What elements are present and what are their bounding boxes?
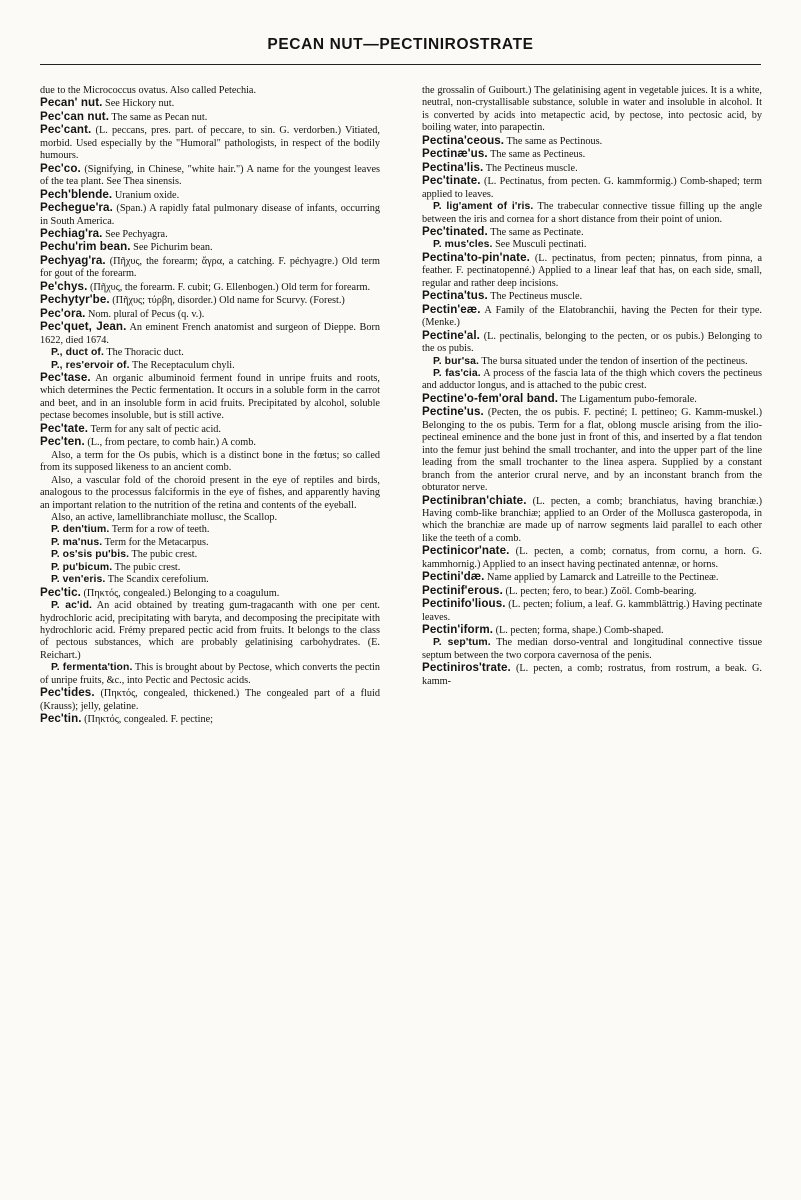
entry-headword: P. sep'tum. <box>433 637 491 649</box>
dictionary-entry <box>422 290 762 303</box>
entry-headword: Pectinibran'chiate. <box>422 493 527 507</box>
entry-definition: The same as Pectinate. <box>487 226 584 238</box>
dictionary-entry <box>40 97 380 110</box>
entry-definition: (L., from pectare, to comb hair.) A comb. <box>84 437 256 449</box>
entry-headword: Pec'co. <box>40 161 81 175</box>
dictionary-entry <box>40 450 380 475</box>
entry-definition: Uranium oxide. <box>112 189 180 201</box>
dictionary-entry <box>422 624 762 637</box>
entry-headword: Pechu'rim bean. <box>40 240 131 254</box>
entry-headword: Pectine'o-fem'oral band. <box>422 391 559 405</box>
entry-headword: Pectina'lis. <box>422 160 484 174</box>
entry-definition: (L. pecten; forma, shape.) Comb-shaped. <box>493 625 664 637</box>
entry-definition: the grossalin of Guibourt.) The gelatinising agent in vegetable juices. It is a white, neutral, non-crystallisable substance, soluble in water and insoluble in alcohol. It is converted by acids into metapectic acid, by pectose, into pectosic acid, by boiling water, into parapectin. <box>422 85 762 134</box>
dictionary-entry <box>422 175 762 201</box>
dictionary-entry <box>422 585 762 598</box>
entry-headword: Pechytyr'be. <box>40 293 110 307</box>
header-rule <box>40 64 761 65</box>
dictionary-entry <box>422 226 762 239</box>
dictionary-entry <box>422 162 762 175</box>
dictionary-entry <box>40 475 380 512</box>
entry-headword: P. pu'bicum. <box>51 561 113 573</box>
entry-definition: The trabecular connective tissue filling up the angle between the iris and cornea for a short distance from their point of union. <box>422 201 762 225</box>
entry-headword: Pectina'to-pin'nate. <box>422 250 531 264</box>
entry-headword: P. ma'nus. <box>51 536 103 548</box>
entry-headword: Pectin'iform. <box>422 623 494 637</box>
entry-definition: See Pechyagra. <box>102 228 168 240</box>
entry-definition: (L. pecten, a comb; branchiatus, having branchiæ.) Having comb-like branchiæ; applied to an Order of the Mollusca gasteropoda, in which the branchiæ are made up of narrow segments laid parallel to each other like the teeth of a comb. <box>422 495 762 544</box>
entry-definition: (Πηκτός, congealed.) Belonging to a coagulum. <box>80 587 280 599</box>
dictionary-entry <box>40 241 380 254</box>
entry-headword: Pec'cant. <box>40 123 92 137</box>
entry-definition: (L. pectinatus, from pecten; pinnatus, from pinna, a feather. F. pectinatopenné.) Applied to a linear leaf that has, on each side, small, regular and rather deep incisions. <box>422 252 762 289</box>
entry-headword: Pecan' nut. <box>40 96 103 110</box>
dictionary-entry <box>40 111 380 124</box>
entry-headword: P. fermenta'tion. <box>51 662 133 674</box>
entry-definition: (L. pecten; fero, to bear.) Zoöl. Comb-bearing. <box>502 585 697 597</box>
entry-definition: (Πῆχυς, the forearm; ἄγρα, a catching. F. péchyagre.) Old term for gout of the forearm. <box>40 255 380 280</box>
dictionary-entry <box>40 308 380 321</box>
entry-headword: P. lig'ament of i'ris. <box>433 201 534 213</box>
entry-headword: Pectin'eæ. <box>422 302 481 316</box>
entry-definition: Also, a term for the Os pubis, which is a distinct bone in the fœtus; so called from its supposed likeness to an ancient comb. <box>40 449 380 474</box>
entry-definition: A process of the fascia lata of the thigh which covers the pectineus and adductor longus, and is attached to the pubic crest. <box>422 367 762 392</box>
entry-headword: P. den'tium. <box>51 524 110 536</box>
entry-headword: Pectiniros'trate. <box>422 661 511 675</box>
dictionary-entry <box>422 571 762 584</box>
entry-definition: This is brought about by Pectose, which converts the pectin of unripe fruits, &c., into Pectic and Pectosic acids. <box>40 662 380 686</box>
entry-headword: Pe'chys. <box>40 279 88 293</box>
entry-headword: Pectinæ'us. <box>422 147 488 161</box>
dictionary-entry <box>40 228 380 241</box>
entry-headword: Pechegue'ra. <box>40 201 113 215</box>
entry-definition: Term for any salt of pectic acid. <box>88 423 221 435</box>
left-column <box>40 85 380 1190</box>
running-header: PECAN NUT—PECTINIROSTRATE <box>267 36 534 53</box>
entry-definition: The Pectineus muscle. <box>487 291 583 303</box>
entry-definition: An acid obtained by treating gum-tragacanth with one per cent. hydrochloric acid, precipitating with baryta, and decomposing the precipitate with hydrochloric acid. Frémy prepared pectic acid from fruits. It belongs to the class of pectous substances, which are probably gelatinising carbohydrates. (E. Reichart.) <box>40 600 380 661</box>
entry-headword: P. ven'eris. <box>51 574 106 586</box>
entry-headword: Pectina'tus. <box>422 289 488 303</box>
dictionary-entry <box>40 562 380 574</box>
entry-headword: Pectina'ceous. <box>422 133 505 147</box>
dictionary-entry <box>422 637 762 662</box>
dictionary-entry <box>40 281 380 294</box>
dictionary-entry <box>40 512 380 524</box>
dictionary-entry <box>422 598 762 624</box>
entry-definition: See Pichurim bean. <box>130 242 213 254</box>
entry-definition: The same as Pectineus. <box>487 149 586 161</box>
dictionary-entry <box>40 372 380 423</box>
entry-definition: (L. pecten; folium, a leaf. G. kammblättrig.) Having pectinate leaves. <box>422 599 762 623</box>
entry-headword: Pectini'dæ. <box>422 570 485 584</box>
entry-definition: A Family of the Elatobranchii, having the Pecten for their type. (Menke.) <box>422 304 762 329</box>
entry-headword: P. ac'id. <box>51 600 93 612</box>
dictionary-entry <box>40 294 380 307</box>
entry-definition: (L. pecten, a comb; rostratus, from rostrum, a beak. G. kamm- <box>422 663 762 687</box>
dictionary-entry <box>40 662 380 687</box>
entry-headword: Pec'ten. <box>40 435 85 449</box>
dictionary-entry <box>422 135 762 148</box>
entry-definition: (Pecten, the os pubis. F. pectiné; I. pettineo; G. Kamm-muskel.) Belonging to the os pubis. Term for a flat, oblong muscle arising from the ilio-pectineal eminence and the bone just in front of this, and inserted by a flat tendon into the femur just behind the small trochanter, and into the upper part of the line leading from the small trochanter to the linea aspera. Supplied by a constant branch from the anterior crural nerve, and by an inconstant branch from the obturator nerve. <box>422 407 762 494</box>
entry-headword: Pec'tin. <box>40 712 82 726</box>
entry-definition: (L. Pectinatus, from pecten. G. kammformig.) Comb-shaped; term applied to leaves. <box>422 176 762 200</box>
entry-headword: Pec'tase. <box>40 370 91 384</box>
entry-definition: (L. pectinalis, belonging to the pecten, or os pubis.) Belonging to the os pubis. <box>422 330 762 355</box>
entry-headword: Pec'tides. <box>40 686 95 700</box>
dictionary-entry <box>40 124 380 162</box>
entry-definition: See Hickory nut. <box>102 98 175 110</box>
entry-definition: (L. peccans, pres. part. of peccare, to sin. G. verdorben.) Vitiated, morbid. Used especially by the "Humoral" pathologists, in respect of the bodily humours. <box>40 125 380 162</box>
entry-headword: P. os'sis pu'bis. <box>51 549 130 561</box>
dictionary-entry <box>40 574 380 586</box>
entry-definition: Also, an active, lamellibranchiate mollusc, the Scallop. <box>51 511 278 523</box>
entry-definition: The Thoracic duct. <box>103 347 184 359</box>
entry-definition: The Receptaculum chyli. <box>129 359 235 371</box>
dictionary-entry <box>40 600 380 662</box>
dictionary-entry <box>422 495 762 546</box>
entry-definition: The Ligamentum pubo-femorale. <box>558 393 697 405</box>
dictionary-entry <box>422 330 762 356</box>
entry-definition: (Πηκτός, congealed. F. pectine; <box>81 714 214 726</box>
entry-headword: Pectine'us. <box>422 405 484 419</box>
dictionary-entry <box>40 549 380 561</box>
entry-definition: Also, a vascular fold of the choroid present in the eye of reptiles and birds, analogous to the processus falciformis in the eye of fishes, and apparently having an important relation to the nutrition of the retina and contents of the eyeball. <box>40 474 380 511</box>
entry-headword: P. mus'cles. <box>433 239 493 251</box>
dictionary-entry <box>422 545 762 571</box>
dictionary-entry <box>422 85 762 135</box>
dictionary-entry <box>40 255 380 281</box>
dictionary-entry <box>40 687 380 713</box>
entry-headword: Pechiag'ra. <box>40 226 103 240</box>
entry-definition: The pubic crest. <box>129 549 198 561</box>
entry-definition: (Signifying, in Chinese, "white hair.") A name for the youngest leaves of the tea plant. See Thea sinensis. <box>40 163 380 188</box>
entry-headword: Pechyag'ra. <box>40 253 106 267</box>
entry-headword: P. fas'cia. <box>433 367 481 379</box>
entry-definition: An organic albuminoid ferment found in unripe fruits and roots, which determines the Pectic fermentation. It occurs in a soluble form in the carrot and beet, and in an insoluble form in acid fruits. Precipitated by alcohol, soluble pectase becomes insoluble, but is still active. <box>40 372 380 422</box>
entry-definition: The same as Pecan nut. <box>109 111 208 123</box>
dictionary-entry <box>422 662 762 688</box>
entry-headword: Pech'blende. <box>40 187 113 201</box>
dictionary-entry <box>422 393 762 406</box>
dictionary-entry <box>422 356 762 368</box>
entry-definition: Term for the Metacarpus. <box>102 536 209 548</box>
entry-headword: Pectinicor'nate. <box>422 544 510 558</box>
dictionary-entry <box>422 406 762 494</box>
entry-definition: (Πῆχυς, the forearm. F. cubit; G. Ellenbogen.) Old term for forearm. <box>87 281 371 293</box>
right-column <box>422 85 762 1190</box>
dictionary-entry <box>40 163 380 189</box>
entry-headword: Pec'tate. <box>40 421 89 435</box>
dictionary-entry <box>40 202 380 228</box>
entry-definition: due to the Micrococcus ovatus. Also called Petechia. <box>40 85 257 96</box>
dictionary-entry <box>40 524 380 536</box>
entry-definition: (Πῆχυς; τύρβη, disorder.) Old name for Scurvy. (Forest.) <box>109 295 345 307</box>
dictionary-entry <box>40 347 380 359</box>
entry-definition: The median dorso-ventral and longitudinal connective tissue septum between the two corpora cavernosa of the penis. <box>422 637 762 661</box>
dictionary-entry <box>40 360 380 372</box>
dictionary-entry <box>40 587 380 600</box>
entry-definition: The Pectineus muscle. <box>483 162 578 174</box>
entry-headword: P., res'ervoir of. <box>51 359 130 371</box>
dictionary-entry <box>40 713 380 726</box>
entry-definition: The Scandix cerefolium. <box>105 574 209 586</box>
entry-headword: P. bur'sa. <box>433 355 480 367</box>
entry-headword: Pec'quet, Jean. <box>40 320 127 334</box>
dictionary-entry <box>422 304 762 330</box>
entry-definition: (L. pecten, a comb; cornatus, from cornu, a horn. G. kammhornig.) Applied to an insect having pectinated antennæ, or horns. <box>422 546 762 570</box>
entry-definition: An eminent French anatomist and surgeon of Dieppe. Born 1622, died 1674. <box>40 322 380 346</box>
entry-definition: The bursa situated under the tendon of insertion of the pectineus. <box>479 355 748 367</box>
entry-definition: The same as Pectinous. <box>504 135 603 147</box>
dictionary-entry <box>40 423 380 436</box>
entry-headword: Pec'tic. <box>40 585 81 599</box>
dictionary-entry <box>422 252 762 290</box>
entry-definition: (Πηκτός, congealed, thickened.) The congealed part of a fluid (Krauss); jelly, gelatine. <box>40 688 380 712</box>
entry-headword: Pectinifo'lious. <box>422 597 506 611</box>
entry-definition: Name applied by Lamarck and Latreille to the Pectineæ. <box>484 572 719 584</box>
entry-headword: Pectine'al. <box>422 328 480 342</box>
entry-headword: Pec'tinated. <box>422 224 488 238</box>
entry-headword: P., duct of. <box>51 347 104 359</box>
entry-definition: (Span.) A rapidly fatal pulmonary disease of infants, occurring in South America. <box>40 203 380 227</box>
entry-headword: Pec'can nut. <box>40 109 110 123</box>
entry-headword: Pec'ora. <box>40 306 86 320</box>
dictionary-entry <box>422 368 762 393</box>
dictionary-entry <box>40 436 380 449</box>
entry-definition: Nom. plural of Pecus (q. v.). <box>85 308 205 320</box>
dictionary-entry <box>40 537 380 549</box>
dictionary-entry <box>40 189 380 202</box>
dictionary-entry <box>40 321 380 347</box>
entry-definition: Term for a row of teeth. <box>109 524 210 536</box>
entry-headword: Pec'tinate. <box>422 174 481 188</box>
entry-definition: The pubic crest. <box>112 561 181 573</box>
entry-headword: Pectinif'erous. <box>422 583 503 597</box>
dictionary-entry <box>422 148 762 161</box>
entry-definition: See Musculi pectinati. <box>492 239 587 251</box>
dictionary-entry <box>422 201 762 226</box>
